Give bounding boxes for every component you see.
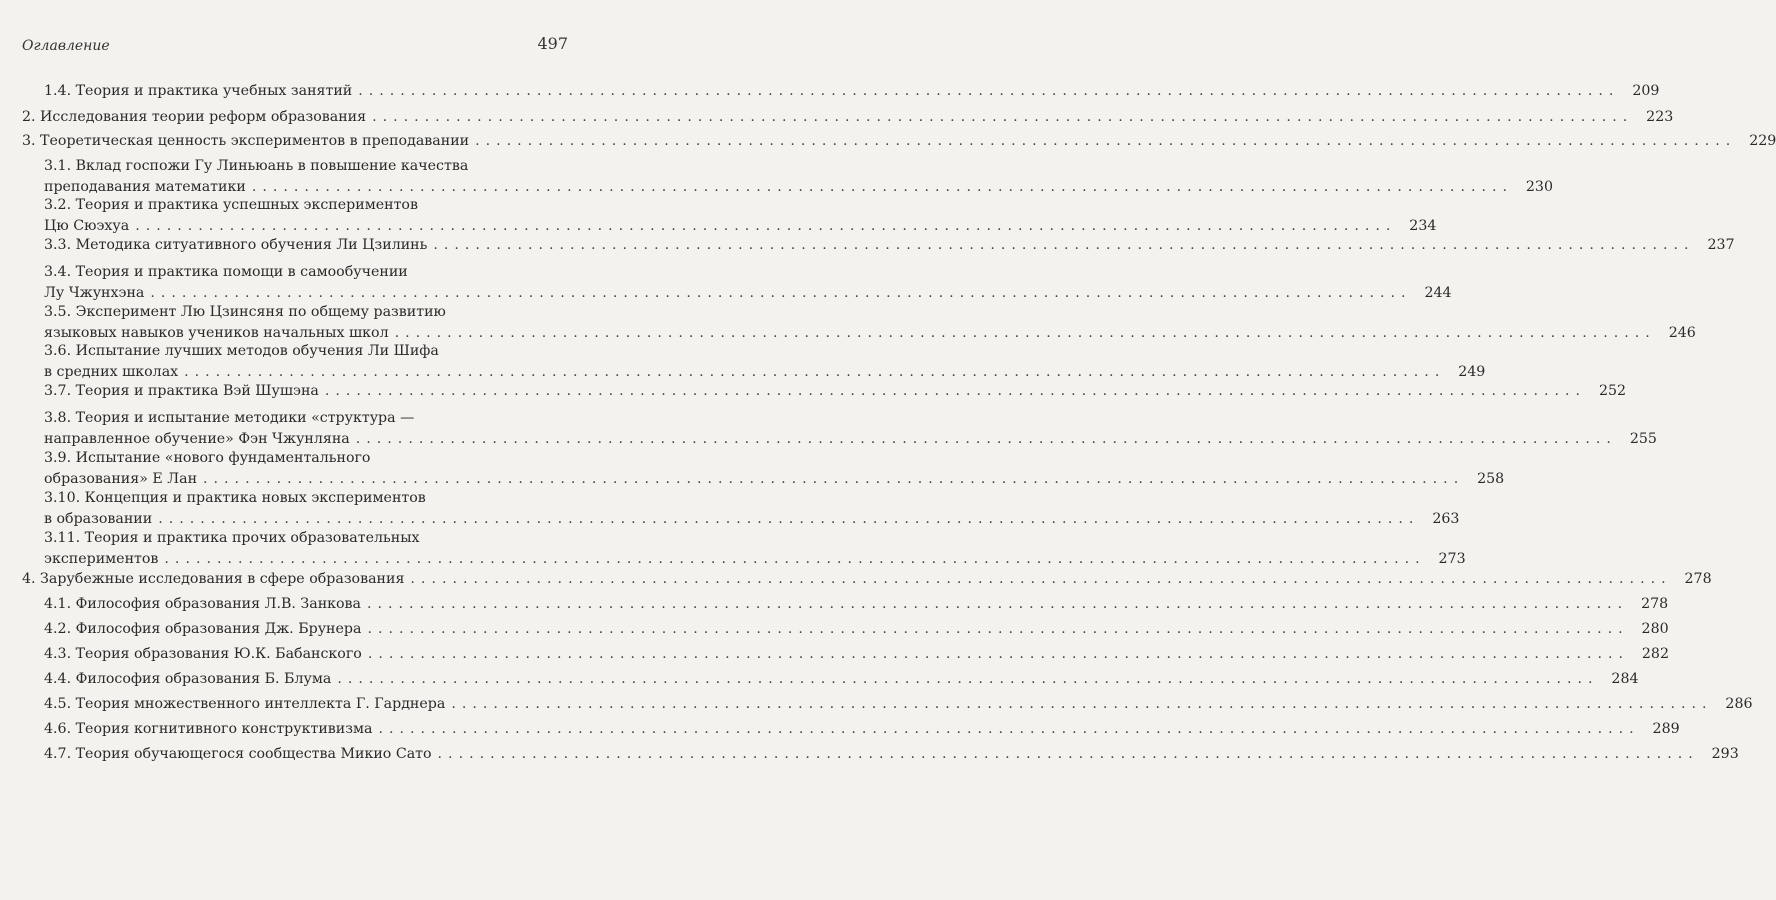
toc-entry-title: Цю Сюэхуа: [44, 218, 130, 234]
toc-entry[interactable]: [44, 196, 1437, 235]
toc-entry-title: 3.9. Испытание «нового фундаментального: [44, 450, 371, 466]
toc-entry-title: 3.7. Теория и практика Вэй Шушэна: [44, 383, 319, 399]
toc-entry-title: 3.11. Теория и практика прочих образовательных: [44, 530, 420, 546]
toc-entry-page: 278: [1684, 571, 1712, 587]
toc-entry-page: 249: [1458, 364, 1486, 380]
toc-entry-title: в средних школах: [44, 364, 179, 380]
toc-entry-page: 273: [1438, 551, 1466, 567]
dot-leader: ........................................................................................................................: [150, 285, 1412, 301]
toc-entry[interactable]: [44, 382, 1627, 400]
toc-entry-page: 280: [1641, 621, 1669, 637]
toc-entry-page: 255: [1629, 431, 1657, 447]
toc-entry-page: 223: [1646, 109, 1674, 125]
running-header-page-number: 497: [537, 34, 568, 53]
toc-entry-title: в образовании: [44, 511, 153, 527]
toc-entry[interactable]: [44, 529, 1466, 568]
toc-entry[interactable]: [44, 695, 1753, 713]
toc-entry[interactable]: [44, 449, 1505, 488]
dot-leader: ........................................................................................................................: [358, 83, 1620, 99]
dot-leader: ........................................................................................................................: [433, 237, 1695, 253]
toc-entry-title: 2. Исследования теории реформ образования: [22, 109, 367, 125]
toc-entry[interactable]: [44, 82, 1660, 100]
dot-leader: ........................................................................................................................: [251, 179, 1513, 195]
toc-entry[interactable]: [44, 620, 1669, 638]
dot-leader: ........................................................................................................................: [372, 109, 1634, 125]
dot-leader: ........................................................................................................................: [378, 721, 1640, 737]
toc-entry-page: 293: [1711, 746, 1739, 762]
toc-entry-page: 229: [1749, 133, 1776, 149]
toc-entry-page: 286: [1725, 696, 1753, 712]
running-header-title: Оглавление: [22, 38, 110, 54]
toc-entry[interactable]: [44, 489, 1460, 528]
dot-leader: ........................................................................................................................: [367, 646, 1629, 662]
toc-entry[interactable]: [44, 157, 1553, 196]
toc-entry[interactable]: [22, 132, 1776, 150]
toc-entry-page: 244: [1424, 285, 1452, 301]
dot-leader: ........................................................................................................................: [324, 383, 1587, 399]
toc-entry-title: 3.6. Испытание лучших методов обучения Ли Шифа: [44, 343, 439, 359]
toc-entry[interactable]: [22, 108, 1674, 126]
toc-entry-title: 3.2. Теория и практика успешных экспериментов: [44, 197, 418, 213]
toc-entry-page: 237: [1707, 237, 1735, 253]
dot-leader: ........................................................................................................................: [337, 671, 1599, 687]
dot-leader: ........................................................................................................................: [203, 471, 1465, 487]
toc-entry-title: 3.10. Концепция и практика новых экспериментов: [44, 490, 426, 506]
toc-entry[interactable]: [44, 645, 1669, 663]
toc-entry-page: 284: [1611, 671, 1639, 687]
toc-entry[interactable]: [22, 570, 1712, 588]
toc-entry[interactable]: [44, 670, 1639, 688]
toc-entry-page: 230: [1525, 179, 1553, 195]
toc-entry[interactable]: [44, 745, 1739, 763]
toc-entry-title: 4.4. Философия образования Б. Блума: [44, 671, 332, 687]
toc-entry-page: 252: [1598, 383, 1627, 399]
toc-entry-title: 1.4. Теория и практика учебных занятий: [44, 83, 353, 99]
toc-entry-title: преподавания математики: [44, 179, 246, 195]
dot-leader: ........................................................................................................................: [410, 571, 1672, 587]
toc-entry-page: 258: [1477, 471, 1505, 487]
toc-entry-page: 289: [1652, 721, 1680, 737]
toc-entry[interactable]: [44, 263, 1452, 302]
toc-entry-title: 3.5. Эксперимент Лю Цзинсяня по общему развитию: [44, 304, 446, 320]
toc-entry-page: 263: [1432, 511, 1460, 527]
toc-entry[interactable]: [44, 595, 1669, 613]
toc-entry-title: 4.3. Теория образования Ю.К. Бабанского: [44, 646, 362, 662]
toc-entry-title: образования» Е Лан: [44, 471, 198, 487]
dot-leader: ........................................................................................................................: [184, 364, 1446, 380]
dot-leader: ........................................................................................................................: [355, 431, 1617, 447]
toc-entry-title: 4.1. Философия образования Л.В. Занкова: [44, 596, 362, 612]
toc-entry-title: 3. Теоретическая ценность экспериментов в преподавании: [22, 133, 470, 149]
toc-entry-page: 282: [1641, 646, 1669, 662]
toc-entry-title: 4. Зарубежные исследования в сфере образования: [22, 571, 405, 587]
toc-entry-title: 3.1. Вклад госпожи Гу Линьюань в повышение качества: [44, 158, 469, 174]
toc-entry-title: 4.2. Философия образования Дж. Брунера: [44, 621, 362, 637]
dot-leader: ........................................................................................................................: [451, 696, 1713, 712]
toc-entry-title: 4.7. Теория обучающегося сообщества Микио Сато: [44, 746, 432, 762]
toc-entry-title: Лу Чжунхэна: [44, 285, 145, 301]
dot-leader: ........................................................................................................................: [475, 133, 1737, 149]
dot-leader: ........................................................................................................................: [164, 551, 1426, 567]
toc-entry-title: 4.6. Теория когнитивного конструктивизма: [44, 721, 373, 737]
toc-entry-title: 4.5. Теория множественного интеллекта Г. Гарднера: [44, 696, 446, 712]
toc-entry-title: 3.8. Теория и испытание методики «структура —: [44, 410, 415, 426]
dot-leader: ........................................................................................................................: [367, 596, 1629, 612]
dot-leader: ........................................................................................................................: [367, 621, 1629, 637]
dot-leader: ........................................................................................................................: [394, 325, 1656, 341]
dot-leader: ........................................................................................................................: [135, 218, 1397, 234]
toc-entry-title: экспериментов: [44, 551, 159, 567]
toc-entry[interactable]: [44, 342, 1486, 381]
toc-entry[interactable]: [44, 303, 1696, 342]
toc-entry[interactable]: [44, 720, 1680, 738]
toc-entry-page: 209: [1632, 83, 1660, 99]
toc-entry[interactable]: [44, 236, 1735, 254]
toc-entry-page: 246: [1668, 325, 1696, 341]
toc-entry-page: 234: [1409, 218, 1437, 234]
toc-entry-title: языковых навыков учеников начальных школ: [44, 325, 389, 341]
dot-leader: ........................................................................................................................: [158, 511, 1420, 527]
toc-entry-title: 3.4. Теория и практика помощи в самообучении: [44, 264, 408, 280]
toc-entry-page: 278: [1641, 596, 1669, 612]
dot-leader: ........................................................................................................................: [437, 746, 1699, 762]
toc-entry-title: 3.3. Методика ситуативного обучения Ли Цзилинь: [44, 237, 428, 253]
toc-entry-title: направленное обучение» Фэн Чжунляна: [44, 431, 350, 447]
toc-entry[interactable]: [44, 409, 1657, 448]
